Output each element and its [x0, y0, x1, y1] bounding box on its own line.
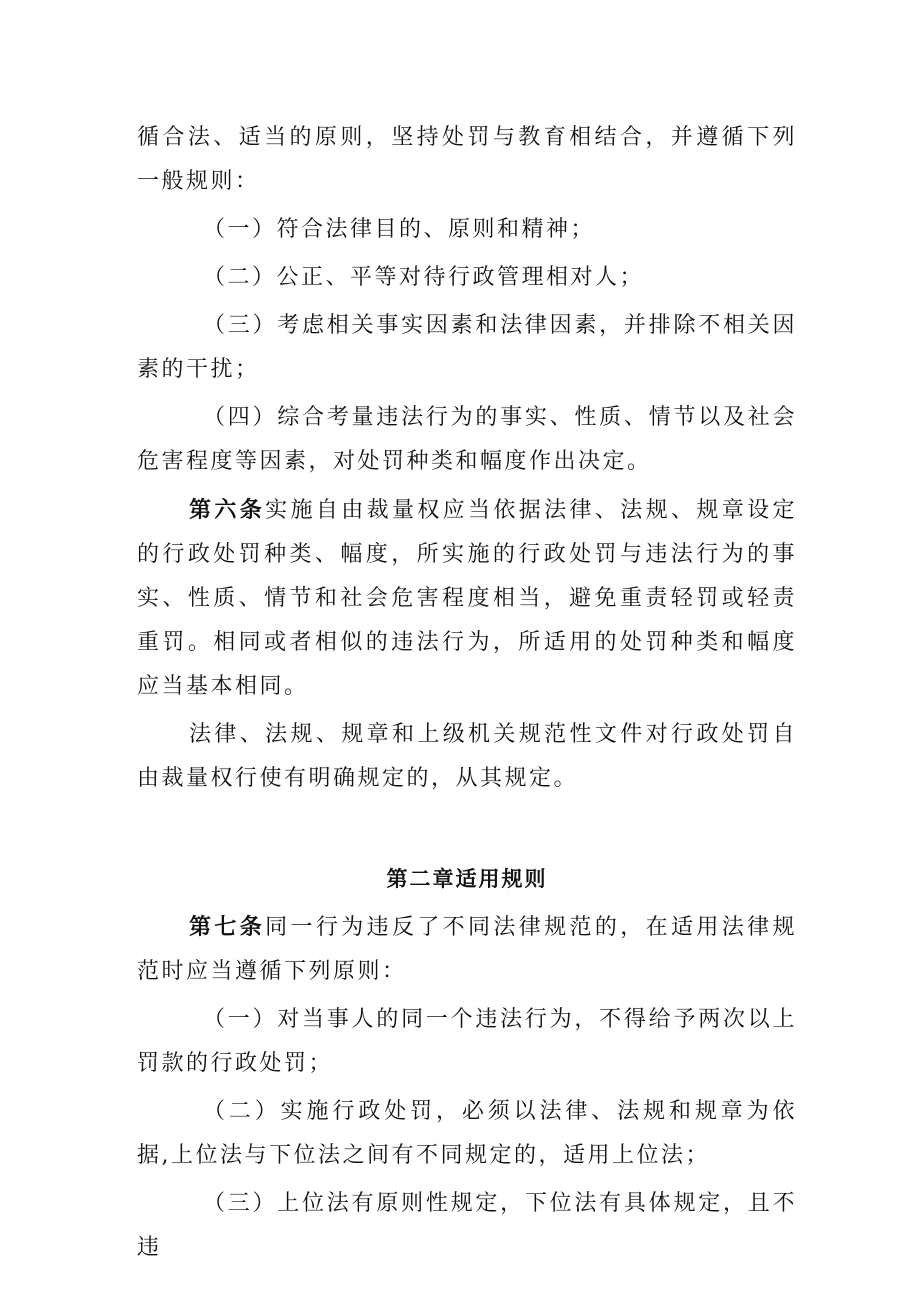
article-7 [137, 905, 797, 994]
principle-item-2: （二）实施行政处罚，必须以法律、法规和规章为依据,上位法与下位法之间有不同规定的，适用上位法； [137, 1099, 797, 1168]
article-6-label: 第六条 [189, 497, 266, 523]
paragraph-general-rules: 循合法、适当的原则，坚持处罚与教育相结合，并遵循下列一般规则： [137, 125, 797, 194]
article-7-label: 第七条 [189, 914, 266, 940]
article-7-text: 同一行为违反了不同法律规范的，在适用法律规范时应当遵循下列原则： [137, 915, 797, 984]
article-6 [137, 488, 797, 709]
chapter-heading: 第二章适用规则 [386, 866, 548, 891]
list-item-3: （三）考虑相关事实因素和法律因素，并排除不相关因素的干扰； [137, 313, 797, 382]
principle-item-1: （一）对当事人的同一个违法行为，不得给予两次以上罚款的行政处罚； [137, 1007, 797, 1076]
principle-item-3: （三）上位法有原则性规定，下位法有具体规定，且不违 [137, 1191, 797, 1260]
list-item-2: （二）公正、平等对待行政管理相对人； [203, 265, 645, 290]
list-item-4: （四）综合考量违法行为的事实、性质、情节以及社会危害程度等因素，对处罚种类和幅度作出决定。 [137, 405, 797, 474]
list-item-1: （一）符合法律目的、原则和精神； [203, 217, 596, 242]
document-body [137, 116, 797, 1274]
article-6-text: 实施自由裁量权应当依据法律、法规、规章设定的行政处罚种类、幅度，所实施的行政处罚与违法行为的事实、性质、情节和社会危害程度相当，避免重责轻罚或轻责重罚。相同或者相似的违法行为，所适用的处罚种类和幅度应当基本相同。 [137, 498, 797, 699]
paragraph-regulations: 法律、法规、规章和上级机关规范性文件对行政处罚自由裁量权行使有明确规定的，从其规定。 [137, 722, 797, 791]
